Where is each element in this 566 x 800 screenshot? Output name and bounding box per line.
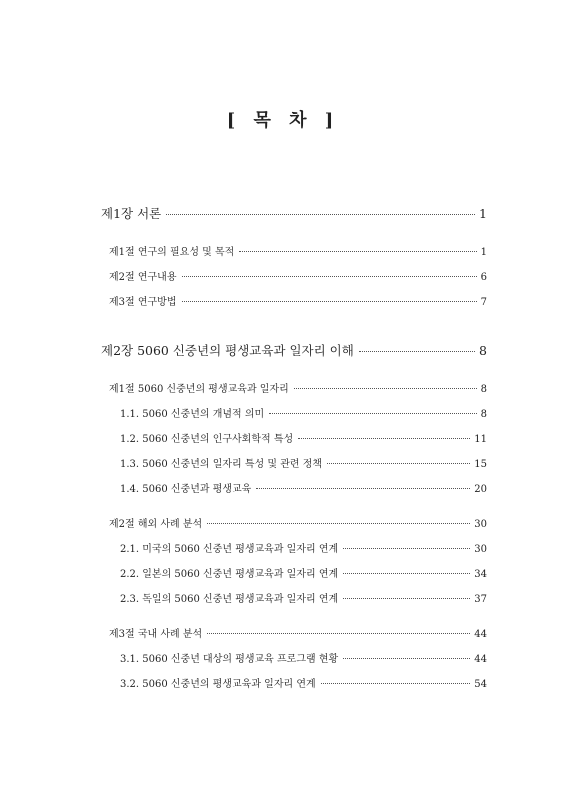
toc-entry-label: 1.3. 5060 신중년의 일자리 특성 및 관련 정책 [120,459,323,470]
toc-entry-label: 제3절 국내 사례 분석 [109,629,203,640]
toc-entry-subsection-3-2[interactable] [120,675,487,690]
leader-dots [343,597,470,599]
leader-dots [321,682,471,684]
toc-entry-section-1-3[interactable] [109,293,487,308]
toc-entry-label: 제1장 서론 [101,206,162,221]
leader-dots [298,437,470,439]
toc-entry-label: 1.1. 5060 신중년의 개념적 의미 [120,409,265,420]
toc-entry-chapter-1[interactable] [101,204,487,222]
toc-entry-chapter-2[interactable] [101,341,487,359]
toc-page-number: 11 [474,434,487,445]
toc-entry-label: 제2장 5060 신중년의 평생교육과 일자리 이해 [101,343,354,358]
toc-entry-label: 2.2. 일본의 5060 신중년 평생교육과 일자리 연계 [120,569,339,580]
toc-page-number: 8 [479,343,487,358]
toc-page-number: 20 [474,484,487,495]
toc-entry-label: 제2절 해외 사례 분석 [109,519,203,530]
toc-entry-section-2-2[interactable] [109,515,487,530]
leader-dots [166,213,475,215]
toc-page-number: 8 [480,384,487,395]
toc-entry-label: 3.1. 5060 신중년 대상의 평생교육 프로그램 현황 [120,654,339,665]
toc-page-number: 15 [474,459,487,470]
toc-entry-subsection-1-1[interactable] [120,405,487,420]
toc-entry-subsection-1-4[interactable] [120,480,487,495]
toc-entry-label: 2.3. 독일의 5060 신중년 평생교육과 일자리 연계 [120,594,339,605]
toc-page-number: 37 [474,594,487,605]
toc-entry-subsection-2-1[interactable] [120,540,487,555]
leader-dots [343,547,470,549]
toc-entry-label: 2.1. 미국의 5060 신중년 평생교육과 일자리 연계 [120,544,339,555]
toc-entry-subsection-2-2[interactable] [120,565,487,580]
toc-entry-label: 제1절 연구의 필요성 및 목적 [109,247,235,258]
toc-entry-section-2-1[interactable] [109,380,487,395]
toc-entry-label: 제2절 연구내용 [109,272,177,283]
leader-dots [359,350,475,352]
toc-page-number: 6 [480,272,487,283]
leader-dots [256,487,470,489]
toc-entry-subsection-1-2[interactable] [120,430,487,445]
toc-entry-subsection-1-3[interactable] [120,455,487,470]
leader-dots [207,522,470,524]
toc-entry-section-1-2[interactable] [109,268,487,283]
toc-page-number: 1 [479,206,487,221]
toc-entry-label: 3.2. 5060 신중년의 평생교육과 일자리 연계 [120,679,316,690]
leader-dots [207,632,470,634]
leader-dots [239,250,476,252]
toc-entry-section-2-3[interactable] [109,625,487,640]
leader-dots [269,412,476,414]
leader-dots [294,387,477,389]
toc-page-number: 44 [474,629,487,640]
toc-entry-label: 제1절 5060 신중년의 평생교육과 일자리 [109,384,289,395]
leader-dots [327,462,470,464]
leader-dots [182,275,477,277]
toc-page-number: 8 [480,409,487,420]
toc-page-number: 54 [474,679,487,690]
toc-entry-label: 1.2. 5060 신중년의 인구사회학적 특성 [120,434,294,445]
toc-page-number: 30 [474,544,487,555]
toc-page-number: 44 [474,654,487,665]
toc-title: [ 목 차 ] [226,110,340,131]
toc-page-number: 1 [480,247,487,258]
toc-page-number: 34 [474,569,487,580]
toc-entry-section-1-1[interactable] [109,243,487,258]
toc-entry-subsection-2-3[interactable] [120,590,487,605]
toc-entry-label: 제3절 연구방법 [109,297,177,308]
leader-dots [182,300,477,302]
toc-entry-subsection-3-1[interactable] [120,650,487,665]
leader-dots [343,657,470,659]
toc-page-number: 7 [480,297,487,308]
toc-entry-label: 1.4. 5060 신중년과 평생교육 [120,484,252,495]
leader-dots [343,572,470,574]
toc-page-number: 30 [474,519,487,530]
